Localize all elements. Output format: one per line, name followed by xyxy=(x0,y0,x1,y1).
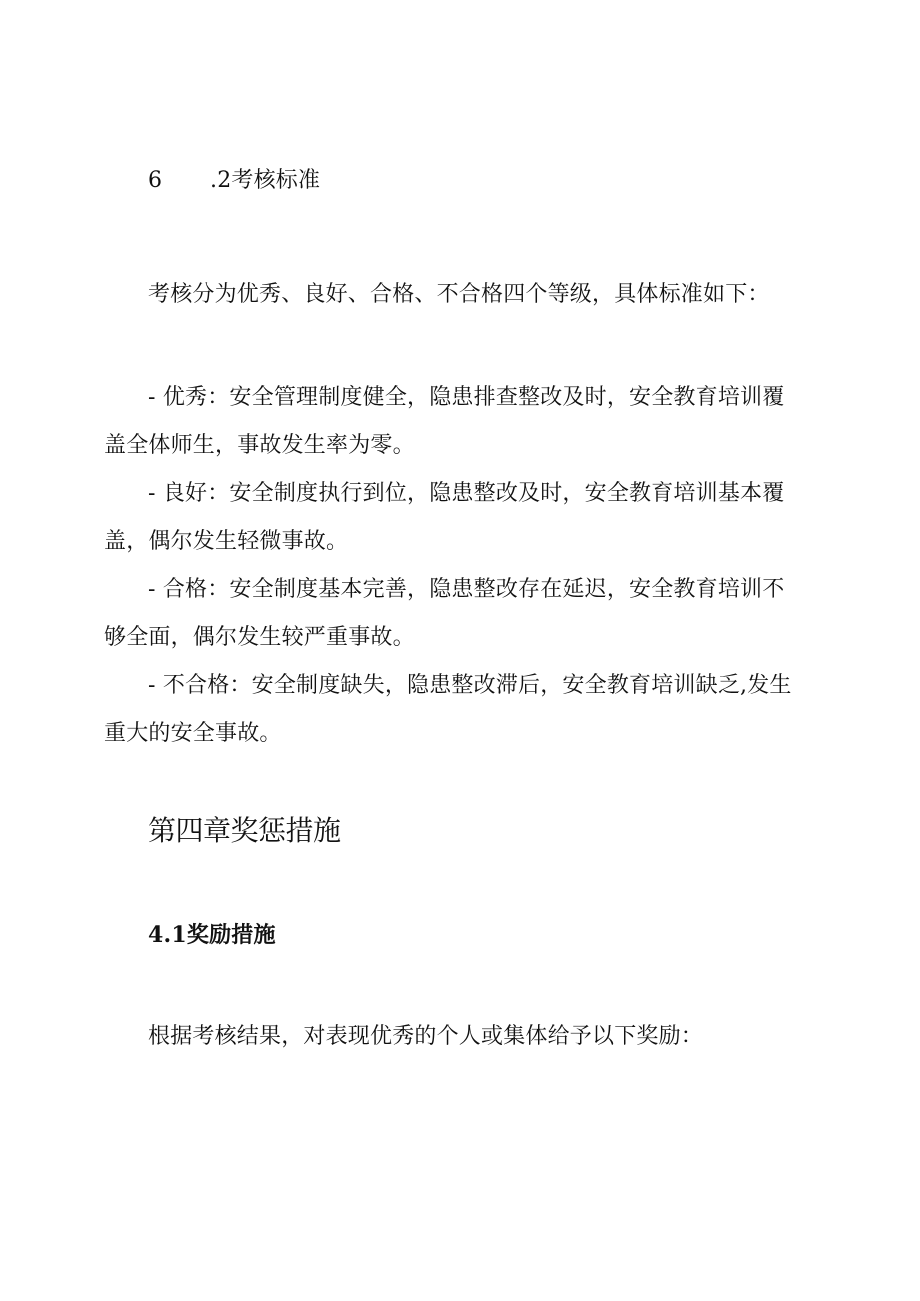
section-4-1-title: 4.1奖励措施 xyxy=(148,922,276,949)
section-number-left: 6 xyxy=(148,168,163,193)
assessment-intro-paragraph: 考核分为优秀、良好、合格、不合格四个等级，具体标准如下： xyxy=(148,282,770,307)
section-number-right: .2考核标准 xyxy=(210,168,321,193)
chapter-4-title: 第四章奖惩措施 xyxy=(148,813,341,847)
level-excellent-paragraph: - 优秀：安全管理制度健全，隐患排查整改及时，安全教育培训覆盖全体师生，事故发生率为零。 xyxy=(104,385,785,458)
level-qualified-paragraph: - 合格：安全制度基本完善，隐患整改存在延迟，安全教育培训不够全面，偶尔发生较严重事故。 xyxy=(104,577,785,650)
section-6-2-heading xyxy=(148,166,320,196)
level-good-paragraph: - 良好：安全制度执行到位，隐患整改及时，安全教育培训基本覆盖，偶尔发生轻微事故。 xyxy=(104,481,785,554)
level-unqualified-paragraph: - 不合格：安全制度缺失，隐患整改滞后，安全教育培训缺乏,发生重大的安全事故。 xyxy=(104,673,792,746)
rewards-intro-paragraph: 根据考核结果，对表现优秀的个人或集体给予以下奖励： xyxy=(148,1024,704,1049)
